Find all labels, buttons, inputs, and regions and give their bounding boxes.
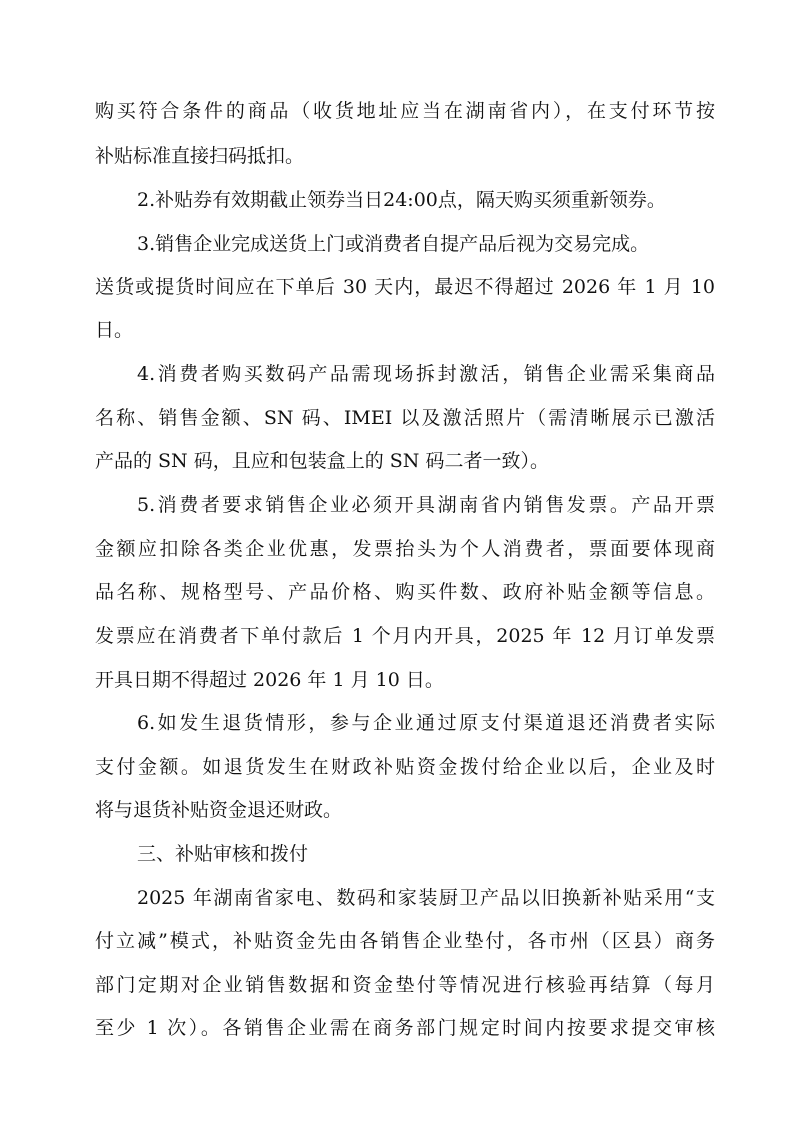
paragraph-line: 部门定期对企业销售数据和资金垫付等情况进行核验再结算（每月 [95,974,715,996]
paragraph-line: 4.消费者购买数码产品需现场拆封激活，销售企业需采集商品 [137,363,715,385]
paragraph-line: 2.补贴券有效期截止领券当日24:00点，隔天购买须重新领券。 [137,189,666,211]
paragraph-line: 产品的 SN 码，且应和包装盒上的 SN 码二者一致）。 [95,450,549,472]
paragraph-line: 5.消费者要求销售企业必须开具湖南省内销售发票。产品开票 [137,494,715,516]
paragraph-line: 3.销售企业完成送货上门或消费者自提产品后视为交易完成。 [137,233,650,255]
paragraph-line: 2025 年湖南省家电、数码和家装厨卫产品以旧换新补贴采用“支 [137,887,715,909]
paragraph-line: 品名称、规格型号、产品价格、购买件数、政府补贴金额等信息。 [95,581,715,603]
paragraph-line: 发票应在消费者下单付款后 1 个月内开具，2025 年 12 月订单发票 [95,625,715,647]
paragraph-line: 金额应扣除各类企业优惠，发票抬头为个人消费者，票面要体现商 [95,538,715,560]
paragraph-line: 名称、销售金额、SN 码、IMEI 以及激活照片（需清晰展示已激活 [95,407,715,429]
paragraph-line: 付立减”模式，补贴资金先由各销售企业垫付，各市州（区县）商务 [95,930,715,952]
paragraph-line: 开具日期不得超过 2026 年 1 月 10 日。 [95,669,444,691]
paragraph-line: 购买符合条件的商品（收货地址应当在湖南省内），在支付环节按 [95,100,715,122]
paragraph-line: 6.如发生退货情形，参与企业通过原支付渠道退还消费者实际 [137,712,715,734]
paragraph-line: 支付金额。如退货发生在财政补贴资金拨付给企业以后，企业及时 [95,756,715,778]
paragraph-line: 至少 1 次）。各销售企业需在商务部门规定时间内按要求提交审核 [95,1017,715,1039]
paragraph-line: 日。 [95,319,134,341]
paragraph-line: 将与退货补贴资金退还财政。 [95,799,343,821]
section-heading: 三、补贴审核和拨付 [137,843,309,865]
paragraph-line: 送货或提货时间应在下单后 30 天内，最迟不得超过 2026 年 1 月 10 [95,276,715,298]
paragraph-line: 补贴标准直接扫码抵扣。 [95,145,305,167]
